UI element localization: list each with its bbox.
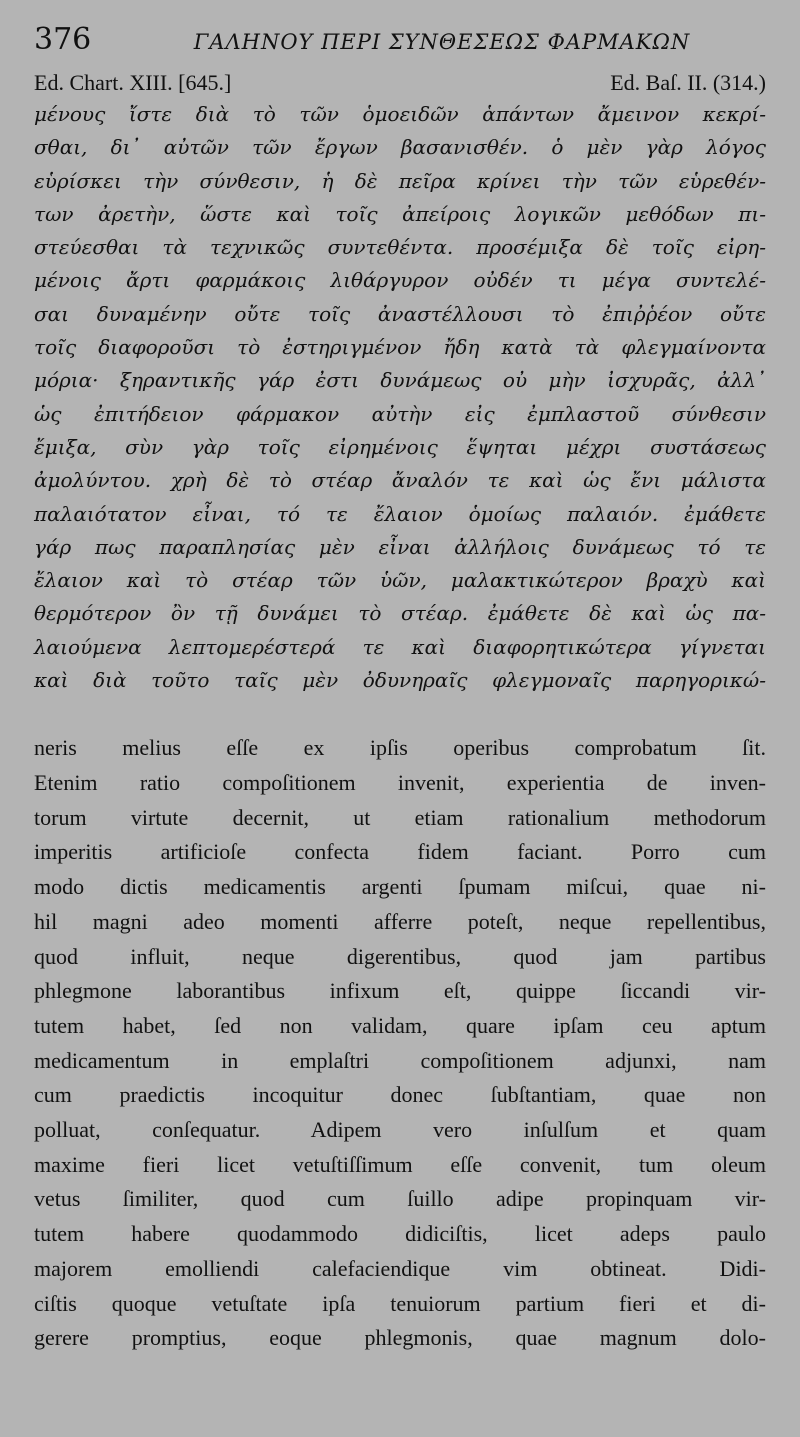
- latin-text-line: majorem emolliendi calefaciendique vim obtineat. Didi-: [34, 1255, 766, 1281]
- greek-text-line: μένους ἴστε διὰ τὸ τῶν ὁμοειδῶν ἁπάντων ἄμεινον κεκρί-: [34, 102, 766, 126]
- edition-references: [34, 68, 766, 98]
- running-head: [34, 22, 766, 68]
- edition-reference-right: Ed. Baſ. II. (314.): [610, 70, 766, 95]
- latin-text-line: gerere promptius, eoque phlegmonis, quae magnum dolo-: [34, 1325, 766, 1351]
- greek-text-line: μένοις ἄρτι φαρμάκοις λιθάργυρον οὐδέν τι μέγα συντελέ-: [34, 268, 766, 293]
- greek-text-block: [34, 98, 766, 697]
- latin-text-line: Etenim ratio compoſitionem invenit, experientia de inven-: [34, 770, 766, 796]
- greek-text-line: λαιούμενα λεπτομερέστερά τε καὶ διαφορητικώτερα γίγνεται: [34, 634, 766, 659]
- greek-text-line: γάρ πως παραπλησίας μὲν εἶναι ἀλλήλοις δυνάμεως τό τε: [34, 534, 766, 559]
- greek-text-line: καὶ διὰ τοῦτο ταῖς μὲν ὀδυνηραῖς φλεγμοναῖς παρηγορικώ-: [34, 668, 766, 693]
- greek-text-line: σαι δυναμένην οὔτε τοῖς ἀναστέλλουσι τὸ ἐπιῤῥέον οὔτε: [34, 301, 766, 326]
- greek-text-line: στεύεσθαι τὰ τεχνικῶς συντεθέντα. προσέμιξα δὲ τοῖς εἰρη-: [34, 235, 766, 260]
- greek-text-line: σθαι, δι᾽ αὐτῶν τῶν ἔργων βασανισθέν. ὁ μὲν γὰρ λόγος: [34, 135, 766, 160]
- greek-text-line: παλαιότατον εἶναι, τό τε ἔλαιον ὁμοίως παλαιόν. ἐμάθετε: [34, 501, 766, 526]
- latin-text-block: [34, 731, 766, 1356]
- greek-text-line: ἔλαιον καὶ τὸ στέαρ τῶν ὑῶν, μαλακτικώτερον βραχὺ καὶ: [34, 568, 766, 593]
- greek-text-line: θερμότερον ὂν τῇ δυνάμει τὸ στέαρ. ἐμάθετε δὲ καὶ ὡς πα-: [34, 601, 766, 626]
- latin-text-line: vetus ſimiliter, quod cum ſuillo adipe propinquam vir-: [34, 1186, 766, 1212]
- greek-text-line: εὑρίσκει τὴν σύνθεσιν, ἡ δὲ πεῖρα κρίνει τὴν τῶν εὑρεθέν-: [34, 168, 766, 193]
- latin-text-line: neris melius eſſe ex ipſis operibus comprobatum ſit.: [34, 735, 766, 761]
- latin-text-line: maxime fieri licet vetuſtiſſimum eſſe convenit, tum oleum: [34, 1151, 766, 1177]
- latin-text-line: imperitis artificioſe confecta fidem faciant. Porro cum: [34, 839, 766, 865]
- latin-text-line: hil magni adeo momenti afferre poteſt, neque repellentibus,: [34, 908, 766, 934]
- greek-text-line: ἀμολύντου. χρὴ δὲ τὸ στέαρ ἄναλόν τε καὶ ὡς ἔνι μάλιστα: [34, 468, 766, 493]
- latin-text-line: phlegmone laborantibus infixum eſt, quippe ſiccandi vir-: [34, 978, 766, 1004]
- greek-text-line: ὡς ἐπιτήδειον φάρμακον αὐτὴν εἰς ἐμπλαστοῦ σύνθεσιν: [34, 401, 766, 426]
- running-title: ΓΑΛΗΝΟΥ ΠΕΡΙ ΣΥΝΘΕΣΕΩΣ ΦΑΡΜΑΚΩΝ: [193, 30, 691, 54]
- latin-text-line: modo dictis medicamentis argenti ſpumam miſcui, quae ni-: [34, 874, 766, 900]
- latin-text-line: tutem habet, ſed non validam, quare ipſam ceu aptum: [34, 1012, 766, 1038]
- latin-text-line: ciſtis quoque vetuſtate ipſa tenuiorum partium fieri et di-: [34, 1290, 766, 1316]
- latin-text-line: torum virtute decernit, ut etiam rationalium methodorum: [34, 804, 766, 830]
- latin-text-line: medicamentum in emplaſtri compoſitionem adjunxi, nam: [34, 1047, 766, 1073]
- latin-text-line: tutem habere quodammodo didiciſtis, licet adeps paulo: [34, 1221, 766, 1247]
- greek-text-line: των ἀρετὴν, ὥστε καὶ τοῖς ἀπείροις λογικῶν μεθόδων πι-: [34, 201, 766, 226]
- latin-text-line: quod influit, neque digerentibus, quod jam partibus: [34, 943, 766, 969]
- page-number: 376: [34, 22, 92, 57]
- latin-text-line: polluat, conſequatur. Adipem vero inſulſum et quam: [34, 1117, 766, 1143]
- greek-text-line: τοῖς διαφοροῦσι τὸ ἐστηριγμένον ἤδη κατὰ τὰ φλεγμαίνοντα: [34, 335, 766, 360]
- greek-text-line: ἔμιξα, σὺν γὰρ τοῖς εἰρημένοις ἕψηται μέχρι συστάσεως: [34, 434, 766, 459]
- latin-text-line: cum praedictis incoquitur donec ſubſtantiam, quae non: [34, 1082, 766, 1108]
- greek-text-line: μόρια· ξηραντικῆς γάρ ἐστι δυνάμεως οὐ μὴν ἰσχυρᾶς, ἀλλ᾽: [34, 368, 766, 393]
- edition-reference-left: Ed. Chart. XIII. [645.]: [34, 70, 232, 95]
